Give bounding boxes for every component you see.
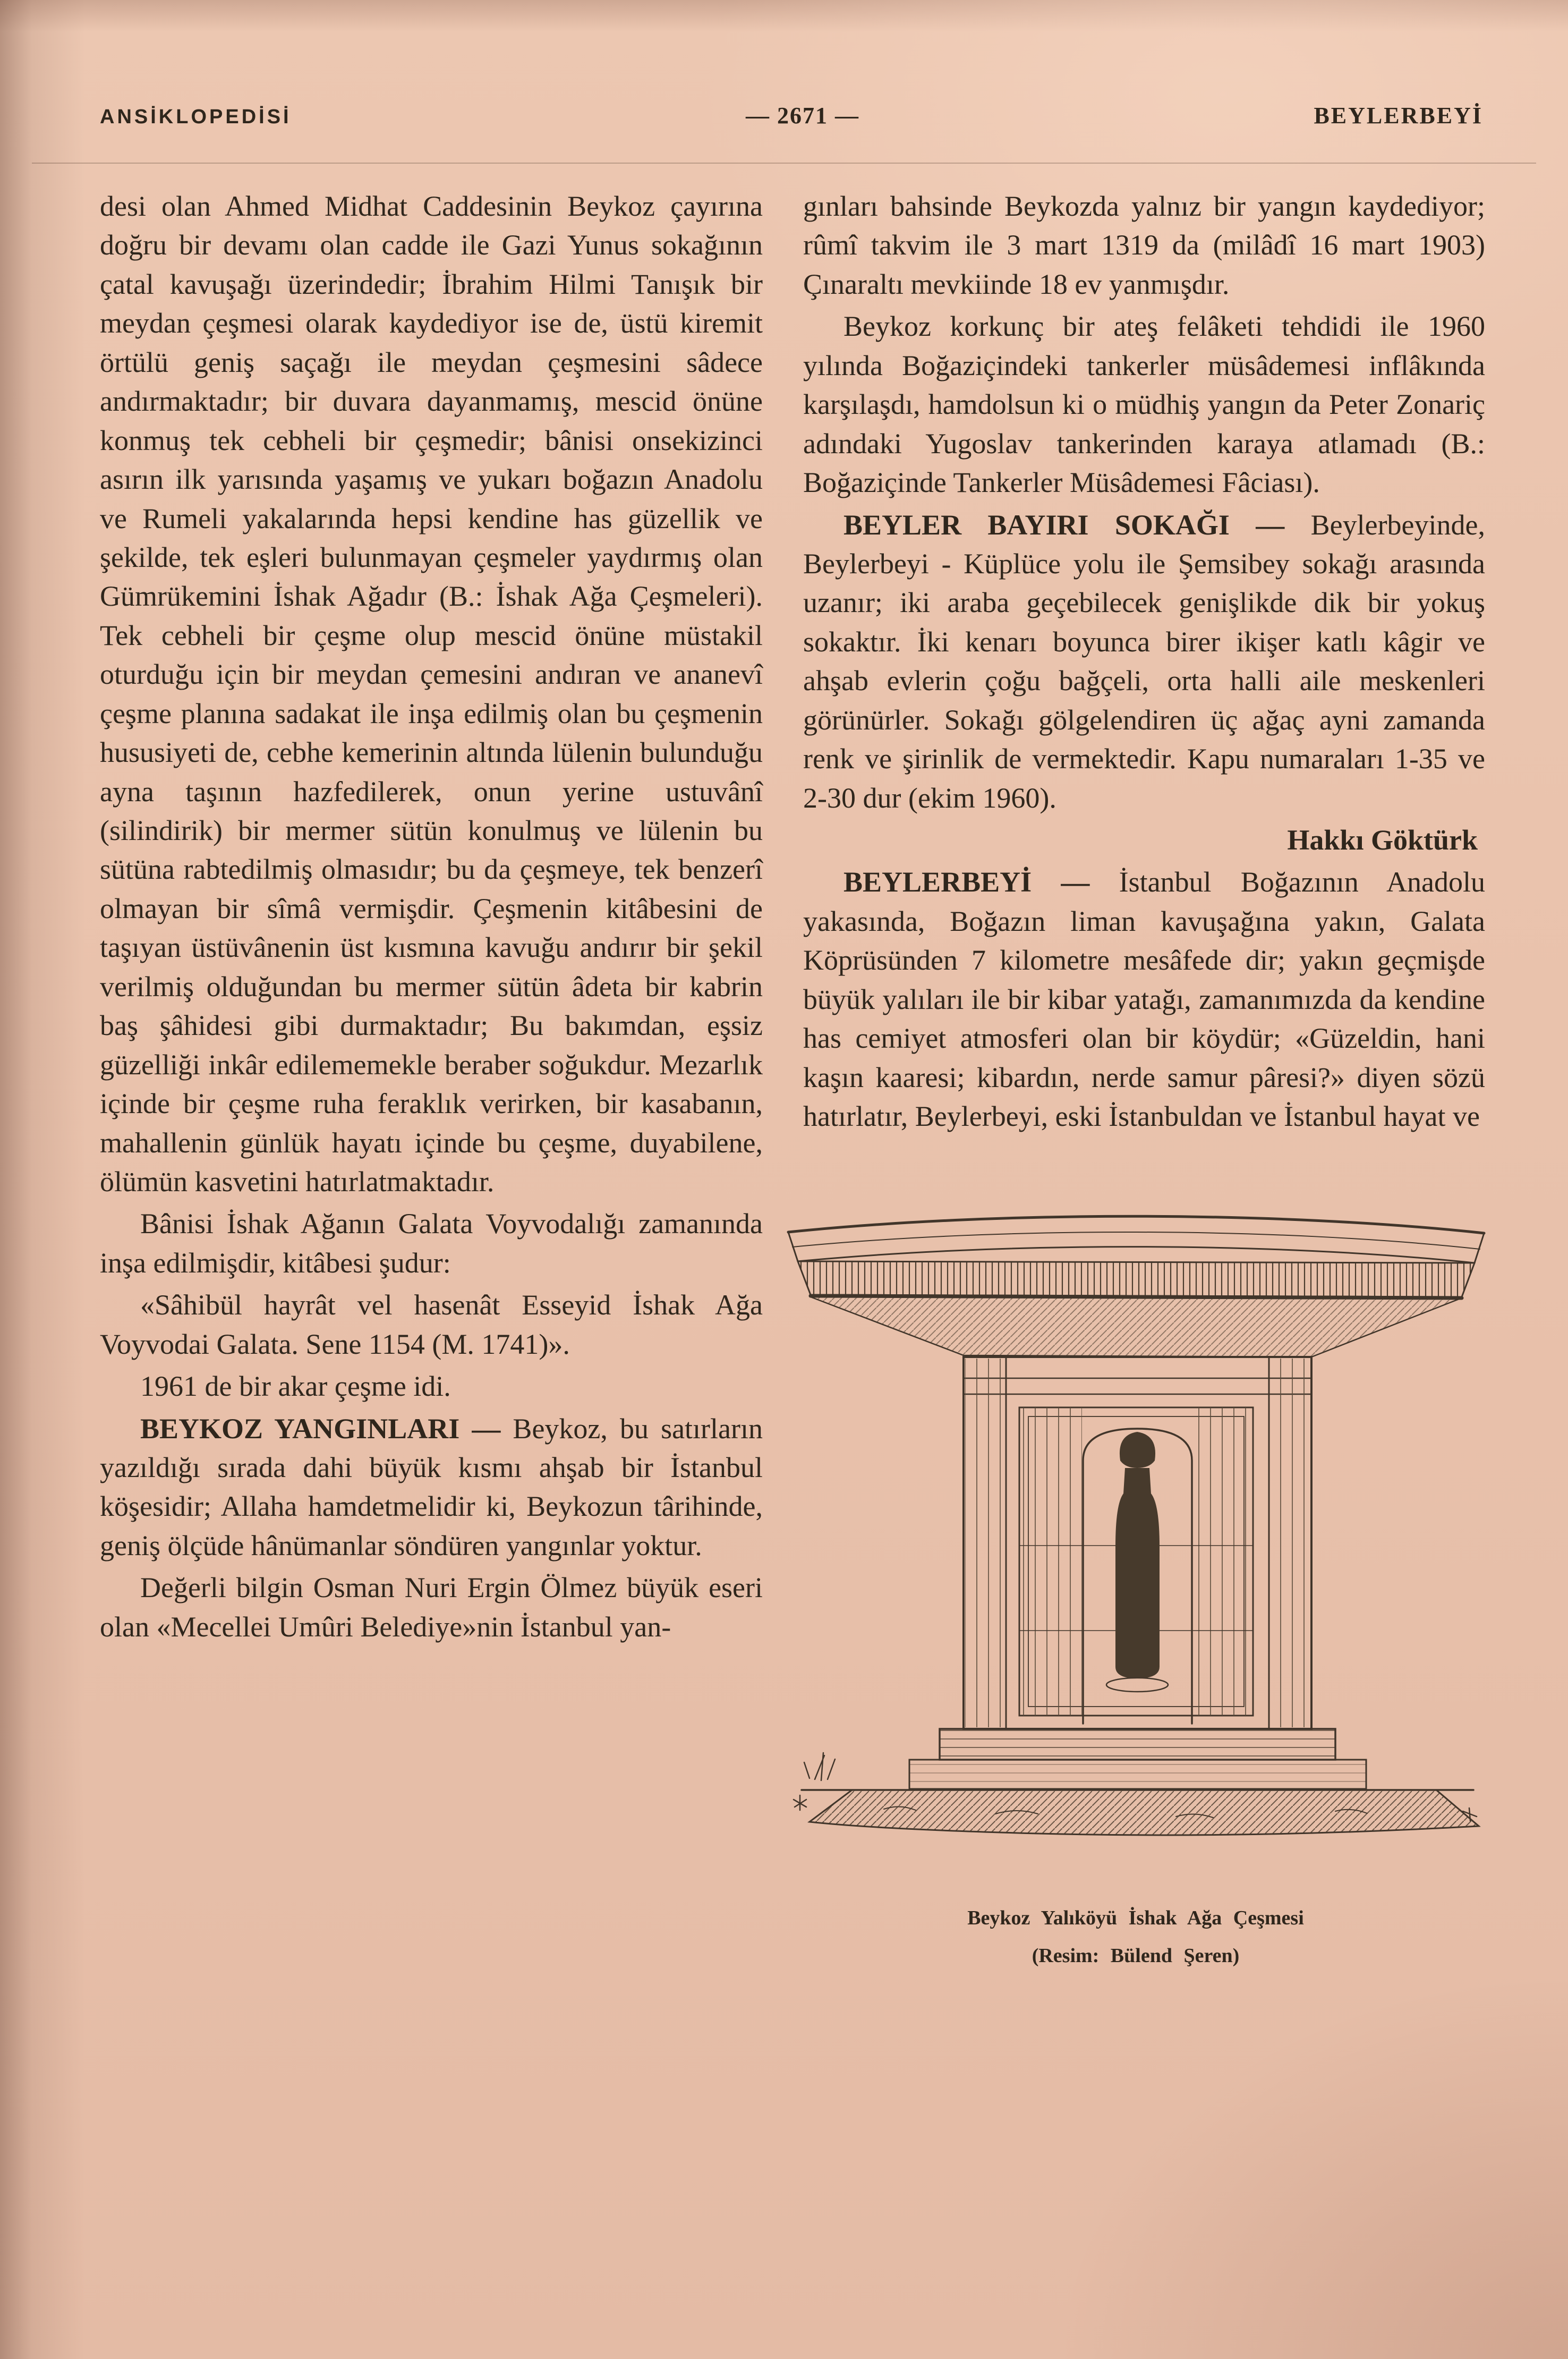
figure-caption-credit: (Resim: Bülend Şeren) [1032, 1945, 1240, 1967]
paragraph [803, 506, 1485, 818]
figure-caption-title: Beykoz Yalıköyü İshak Ağa Çeşmesi [967, 1906, 1304, 1929]
right-column [803, 187, 1485, 1970]
page-header [100, 102, 1483, 129]
body-text: Beykoz, bu satırların yazıldığı sırada dahi büyük kısmı ahşab bir İstanbul köşesidir; Allaha hamdetmelidir ki, Beykozun târihinde, geniş ölçüde hânümanlar söndüren yangınlar yoktur. [100, 1412, 763, 1562]
page-number: — 2671 — [746, 103, 860, 129]
figure-caption [772, 1905, 1499, 1970]
paragraph [100, 1410, 763, 1566]
paragraph [100, 187, 763, 1201]
entry-heading-text: BEYLERBEYİ — [843, 866, 1119, 898]
body-text: Beylerbeyinde, Beylerbeyi - Küplüce yolu ile Şemsibey sokağı arasında uzanır; iki araba geçebilecek genişlikde dik bir yokuş sokaktır. İki kenarı boyunca birer ikişer katlı kâgir ve ahşab evlerin çoğu bağçeli, orta halli aile meskenleri görünürler. Sokağı gölgelendiren üç ağaç ayni zamanda renk ve şirinlik de vermektedir. Kapu numaraları 1-35 ve 2-30 dur (ekim 1960). [803, 508, 1485, 814]
entry-heading-text: Hakkı Göktürk [1287, 824, 1478, 856]
header-entry-title: BEYLERBEYİ [1314, 103, 1483, 129]
paragraph [803, 187, 1485, 304]
body-text: gınları bahsinde Beykozda yalnız bir yangın kaydediyor; rûmî takvim ile 3 mart 1319 da (milâdî 16 mart 1903) Çınaraltı mevkiinde 18 ev yanmışdır. [803, 190, 1485, 300]
body-text: Beykoz korkunç bir ateş felâketi tehdidi ile 1960 yılında Boğaziçindeki tankerler müsâdemesi inflâkında karşılaşdı, hamdolsun ki o müdhiş yangın da Peter Zonariç adındaki Yugoslav tankerinden karaya atlamadı (B.: Boğaziçinde Tankerler Müsâdemesi Fâciası). [803, 310, 1485, 499]
header-publication: ANSİKLOPEDİSİ [100, 106, 292, 128]
paragraph [100, 1286, 763, 1364]
paragraph [100, 1367, 763, 1406]
body-text: «Sâhibül hayrât vel hasenât Esseyid İshak Ağa Voyvodai Galata. Sene 1154 (M. 1741)». [100, 1289, 763, 1360]
body-text: Bânisi İshak Ağanın Galata Voyvodalığı zamanında inşa edilmişdir, kitâbesi şudur: [100, 1208, 763, 1279]
right-column-text [803, 187, 1485, 1136]
body-text: 1961 de bir akar çeşme idi. [140, 1370, 451, 1403]
body-text: desi olan Ahmed Midhat Caddesinin Beykoz çayırına doğru bir devamı olan cadde ile Gazi Yunus sokağının çatal kavuşağı üzerindedir; İbrahim Hilmi Tanışık bir meydan çeşmesi olarak kaydediyor ise de, üstü kiremit örtülü geniş saçağı ile meydan çeşmesini sâdece andırmaktadır; bir duvara dayanmamış, mescid önüne konmuş tek cebheli bir çeşmedir; bânisi onsekizinci asırın ilk yarısında yaşamış ve yukarı boğazın Anadolu ve Rumeli yakalarında hepsi kendine has güzellik ve şekilde, tek eşleri bulunmayan çeşmeler yaydırmış olan Gümrükemini İshak Ağadır (B.: İshak Ağa Çeşmeleri). Tek cebheli bir çeşme olup mescid önüne müstakil oturduğu için bir meydan çemesini andıran ve ananevî çeşme planına sadakat ile inşa edilmiş olan bu çeşmenin hususiyeti de, cebhe kemerinin altında lülenin bulunduğu ayna taşının hazfedilerek, onun yerine ustuvânî (silindirik) bir mermer sütün konulmuş ve lülenin bu sütüna rabtedilmiş olmasıdır; bu da çeşmeye, tek benzerî olmayan bir sîmâ vermişdir. Çeşmenin kitâbesini de taşıyan üstüvânenin üst kısmına kavuğu andırır bir şekil verilmiş olduğundan bu mermer sütün âdeta bir kabrin baş şâhidesi gibi durmaktadır; Bu bakımdan, eşsiz güzelliği inkâr edilememekle beraber soğukdur. Mezarlık içinde bir çeşme ruha feraklık verirken, bir kasabanın, mahallenin günlük hayatı içinde bu çeşme, duyabilene, ölümün kasvetini hatırlatmaktadır. [100, 190, 763, 1198]
left-column [100, 187, 763, 1650]
paragraph [100, 1204, 763, 1283]
body-text: Değerli bilgin Osman Nuri Ergin Ölmez büyük eseri olan «Mecellei Umûri Belediye»nin İstanbul yan- [100, 1572, 763, 1643]
header-rule [32, 163, 1536, 164]
paragraph [100, 1568, 763, 1647]
entry-heading-text: BEYKOZ YANGINLARI — [140, 1412, 513, 1445]
paragraph [803, 307, 1485, 502]
paragraph [803, 821, 1485, 860]
fountain-illustration [772, 1174, 1499, 1880]
figure [772, 1174, 1499, 1970]
paragraph [803, 863, 1485, 1136]
entry-heading-text: BEYLER BAYIRI SOKAĞI — [843, 508, 1311, 541]
body-text: İstanbul Boğazının Anadolu yakasında, Boğazın liman kavuşağına yakın, Galata Köprüsünden 7 kilometre mesâfede dir; yakın geçmişde büyük yalıları ile bir kibar yatağı, zamanımızda da kendine has cemiyet atmosferi olan bir köydür; «Güzeldin, hani kaşın kaaresi; kibardın, nerde samur pâresi?» diyen sözü hatırlatır, Beylerbeyi, eski İstanbuldan ve İstanbul hayat ve [803, 866, 1485, 1133]
